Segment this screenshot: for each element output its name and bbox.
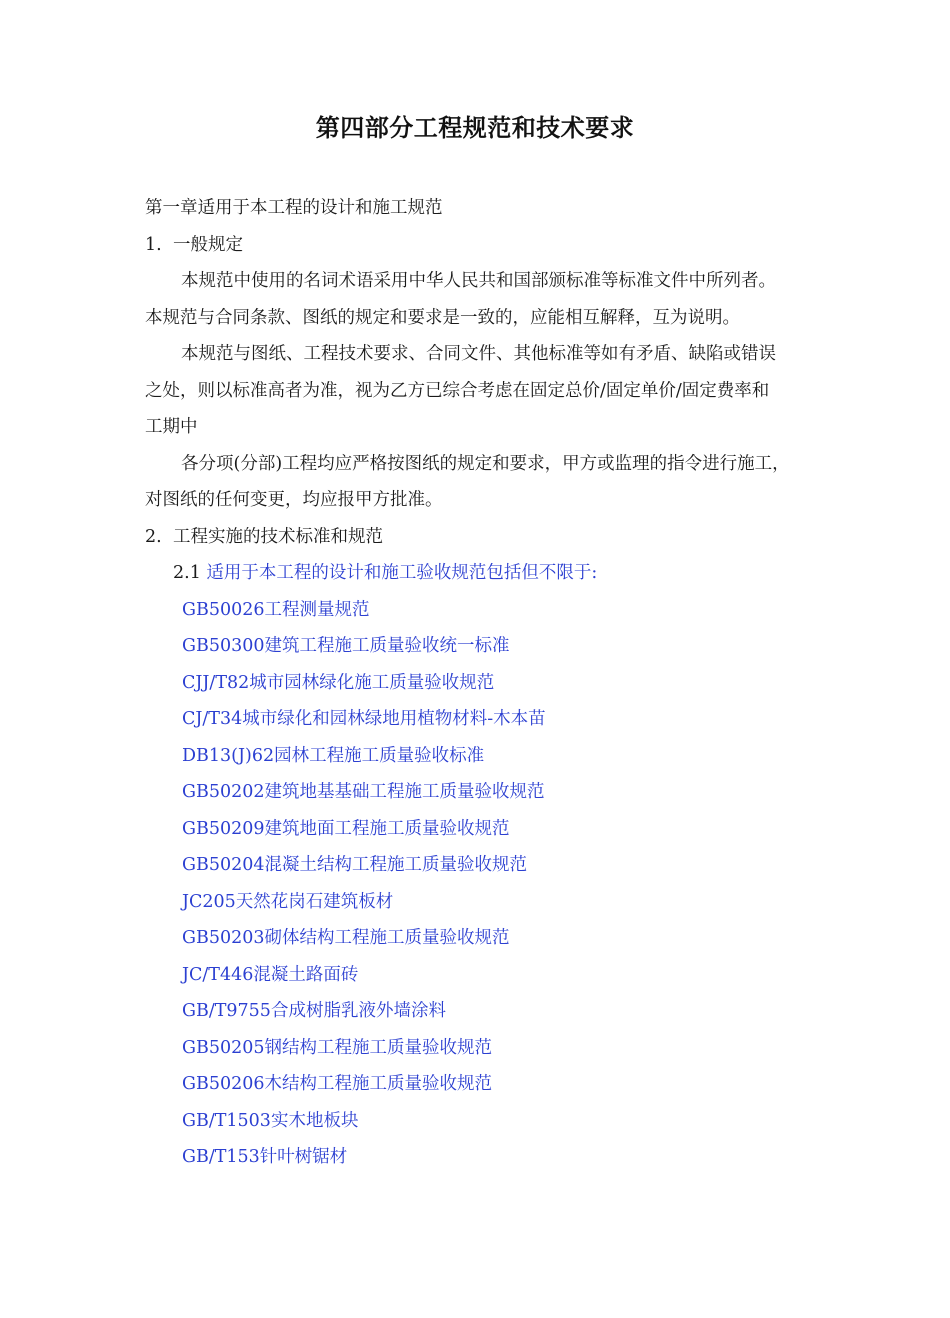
section-2-title: 工程实施的技术标准和规范	[173, 526, 383, 547]
standard-item: GB/T153针叶树锯材	[182, 1147, 348, 1167]
section-2-heading	[145, 519, 835, 556]
subsection-2-1-number: 2.1	[173, 563, 201, 583]
paragraph-line: 各分项(分部)工程均应严格按图纸的规定和要求，甲方或监理的指令进行施工，	[181, 453, 790, 474]
standards-list	[145, 592, 835, 1176]
section-2-number: 2.	[145, 526, 162, 547]
chapter-heading: 第一章适用于本工程的设计和施工规范	[145, 198, 443, 218]
section-1-number: 1.	[145, 234, 162, 255]
standard-item: CJJ/T82城市园林绿化施工质量验收规范	[182, 672, 495, 693]
standard-item: GB50203砌体结构工程施工质量验收规范	[182, 928, 510, 948]
paragraph-line: 本规范与合同条款、图纸的规定和要求是一致的，应能相互解释，互为说明。	[145, 307, 740, 328]
standard-item: GB50202建筑地基基础工程施工质量验收规范	[182, 782, 545, 802]
standard-item: JC/T446混凝土路面砖	[182, 964, 359, 985]
paragraph-line: 工期中	[145, 417, 198, 437]
standard-item: DB13(J)62园林工程施工质量验收标准	[182, 745, 485, 766]
paragraph-line: 对图纸的任何变更，均应报甲方批准。	[145, 490, 443, 510]
standard-item: GB50026工程测量规范	[182, 599, 370, 620]
standard-item: GB50206木结构工程施工质量验收规范	[182, 1074, 493, 1094]
standard-item: GB/T9755合成树脂乳液外墙涂料	[182, 1001, 446, 1021]
standard-item: GB50209建筑地面工程施工质量验收规范	[182, 818, 510, 839]
standard-item: GB50300建筑工程施工质量验收统一标准	[182, 636, 510, 656]
subsection-2-1-title: 适用于本工程的设计和施工验收规范包括但不限于:	[206, 563, 598, 583]
paragraph-line: 本规范与图纸、工程技术要求、合同文件、其他标准等如有矛盾、缺陷或错误	[181, 344, 776, 364]
standard-item: CJ/T34城市绿化和园林绿地用植物材料-木本苗	[182, 709, 546, 729]
paragraph-line: 之处，则以标准高者为准，视为乙方已综合考虑在固定总价/固定单价/固定费率和	[145, 380, 770, 401]
section-1-heading	[145, 227, 835, 264]
standard-item: GB/T1503实木地板块	[182, 1110, 359, 1131]
section-1-title: 一般规定	[173, 234, 243, 255]
subsection-2-1-heading	[145, 555, 835, 592]
document-body	[145, 190, 835, 1176]
paragraph-line: 本规范中使用的名词术语采用中华人民共和国部颁标准等标准文件中所列者。	[181, 271, 776, 291]
standard-item: GB50204混凝土结构工程施工质量验收规范	[182, 855, 528, 875]
standard-item: JC205天然花岗石建筑板材	[182, 891, 394, 912]
page-title: 第四部分工程规范和技术要求	[315, 114, 635, 142]
standard-item: GB50205钢结构工程施工质量验收规范	[182, 1037, 493, 1058]
